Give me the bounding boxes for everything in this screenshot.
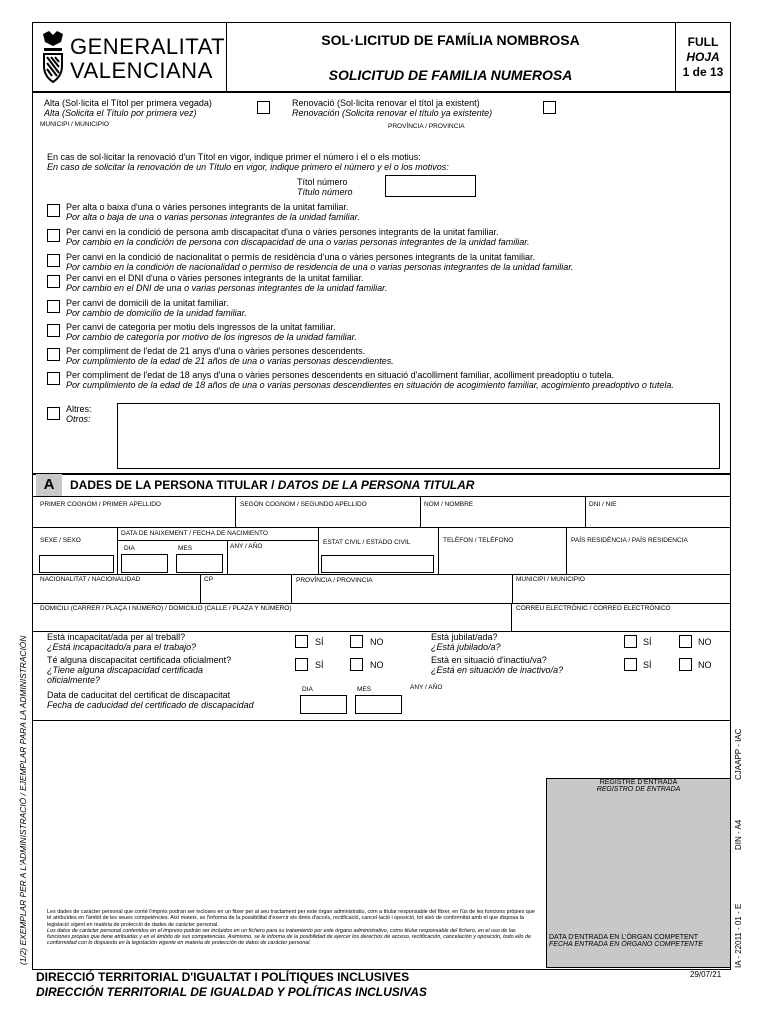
municipi-a-label: MUNICIPI / MUNICIPIO [516,576,585,583]
inactiu-label-es: ¿Está en situación de inactivo/a? [431,665,564,675]
row2-sep1 [117,528,118,574]
altres-label-es: Otros: [66,414,91,424]
caducitat-label-val: Data de caducitat del certificat de discapacitat [47,690,231,700]
reason-label [66,322,721,342]
reason-label-val: Per canvi en la condició de nacionalitat o permís de residència d'una o vàries persones integrants de la unitat familiar. [66,252,535,262]
reason-label-es: Por cumplimiento de la edad de 21 años de una o varias personas descendientes. [66,356,394,366]
reason-label-val: Per compliment de l'edat de 18 anys d'una o vàries persones descendents en situació d'acolliment familiar, acolliment preadoptiu o tutela. [66,370,614,380]
row3-sep3 [512,575,513,603]
registre-title-es: REGISTRO DE ENTRADA [596,786,681,793]
reason-label [66,227,721,247]
altres-checkbox[interactable] [47,407,60,420]
questions-bottom [32,720,731,721]
titol-numero-input[interactable] [385,175,476,197]
jubilat-si-label: SÍ [643,637,652,647]
municipi-label: MUNICIPI / MUNICIPIO [40,121,109,128]
renovacio-checkbox[interactable] [543,101,556,114]
reason-label [66,298,721,318]
reason-label-val: Per canvi de domicili de la unitat familiar. [66,298,229,308]
row2-bottom [32,574,731,575]
reason-label-es: Por alta o baja de una o varias personas integrantes de la unidad familiar. [66,212,360,222]
jubilat-no-checkbox[interactable] [679,635,692,648]
registre-data-label-es: FECHA ENTRADA EN ÓRGANO COMPETENTE [549,941,703,948]
reason-checkbox[interactable] [47,324,60,337]
incapacitat-si-label: SÍ [315,637,324,647]
reason-label-val: Per compliment de l'edat de 21 anys d'una o vàries persones descendents. [66,346,366,356]
reason-label-es: Por cambio en el DNI de una o varias personas integrantes de la unidad familiar. [66,283,388,293]
titol-numero-label-val: Títol número [297,177,348,187]
reason-label [66,370,721,390]
renovacio-label-val: Renovació (Sol·licita renovar el títol ja existent) [292,98,480,108]
naixement-label: DATA DE NAIXEMENT / FECHA DE NACIMIENTO [121,530,268,537]
row3-sep1 [200,575,201,603]
naix-dia-input[interactable] [121,554,168,573]
alta-label-val: Alta (Sol·licita el Títol per primera vegada) [44,98,212,108]
row2-sep3 [318,528,319,574]
altres-label [66,404,92,424]
side-left-text: (1/2) EXEMPLAR PER A L'ADMINISTRACIÓ / EJEMPLAR PARA LA ADMINISTRACIÓN [18,635,28,965]
discapacitat-no-label: NO [370,660,384,670]
section-a-title-es: DATOS DE LA PERSONA TITULAR [277,478,475,492]
titol-numero-label-es: Título número [297,187,353,197]
reason-label-val: Per canvi en el DNI d'una o vàries persones integrants de la unitat familiar. [66,273,364,283]
estat-civil-input[interactable] [321,555,434,573]
altres-textarea[interactable] [117,403,720,469]
inactiu-si-label: SÍ [643,660,652,670]
discapacitat-si-checkbox[interactable] [295,658,308,671]
side-right-top: CJAAPP - IAC [734,728,743,780]
jubilat-label-es: ¿Está jubilado/a? [431,642,501,652]
cad-dia-input[interactable] [300,695,347,714]
section-a-top-rule [32,473,731,475]
row2-sep5 [566,528,567,574]
renewal-intro-val: En cas de sol·licitar la renovació d'un Títol en vigor, indique primer el número i el o els motius: [47,152,421,162]
naix-mes-input[interactable] [176,554,223,573]
titol-numero-label [297,177,353,197]
footer-dept-val: DIRECCIÓ TERRITORIAL D'IGUALTAT I POLÍTIQUES INCLUSIVES [36,970,410,984]
registre-data-label-val: DATA D'ENTRADA EN L'ÒRGAN COMPETENT [549,934,699,941]
caducitat-label-es: Fecha de caducidad del certificado de discapacidad [47,700,254,710]
title-valencian: SOL·LICITUD DE FAMÍLIA NOMBROSA [321,32,580,48]
discapacitat-label [47,655,231,685]
row4-sep1 [511,604,512,631]
row1-sep3 [585,497,586,527]
page-full-label: FULL [687,35,719,49]
reason-label-es: Por cambio en la condición de nacionalidad o permiso de residencia de una o varias personas integrantes de la unidad familiar. [66,262,574,272]
alta-checkbox[interactable] [257,101,270,114]
cad-mes-input[interactable] [355,695,402,714]
jubilat-label [431,632,501,652]
section-a-title [70,478,474,492]
sexe-label: SEXE / SEXO [40,537,81,544]
provincia-label: PROVÍNCIA / PROVINCIA [388,123,465,130]
side-right-bot: IA - 22011 - 01 - E [734,903,743,968]
naix-sub-rule [117,540,318,541]
row2-sep4 [438,528,439,574]
estat-civil-label: ESTAT CIVIL / ESTADO CIVIL [323,539,411,546]
reason-label-es: Por cumplimiento de la edad de 18 años de una o varias personas descendientes en situación de acogimiento familiar, acogimiento preadoptivo o tutela. [66,380,674,390]
telefon-label: TELÈFON / TELÉFONO [443,537,514,544]
renovacio-label [292,98,492,118]
discapacitat-label-es1: ¿Tiene alguna discapacidad certificada [47,665,204,675]
reason-checkbox[interactable] [47,229,60,242]
discapacitat-no-checkbox[interactable] [350,658,363,671]
reason-label-es: Por cambio de categoría por motivo de los ingresos de la unidad familiar. [66,332,357,342]
discapacitat-label-val: Té alguna discapacitat certificada oficialment? [47,655,232,665]
renewal-intro [47,152,449,172]
section-a-letter: A [36,474,62,496]
row1-sep2 [420,497,421,527]
domicili-label: DOMICILI (CARRER / PLAÇA I NÚMERO) / DOMICILIO (CALLE / PLAZA Y NÚMERO) [40,605,292,612]
reason-checkbox[interactable] [47,275,60,288]
registre-title [546,779,731,793]
caducitat-label [47,690,254,710]
privacy-notice [47,909,540,947]
row3-bottom [32,603,731,604]
cad-mes-label: MES [357,686,372,693]
alta-label [44,98,212,118]
registre-data-label [549,934,703,948]
page-hoja-label: HOJA [686,50,720,64]
title-spanish: SOLICITUD DE FAMILIA NUMEROSA [328,67,573,83]
reason-label-es: Por cambio en la condición de persona con discapacidad de una o varias personas integrantes de la unidad familiar. [66,237,530,247]
reason-checkbox[interactable] [47,204,60,217]
renewal-intro-es: En caso de solicitar la renovación de un Título en vigor, indique primero el número y el o los motivos: [47,162,449,172]
reason-label [66,202,721,222]
nacionalitat-label: NACIONALITAT / NACIONALIDAD [40,576,141,583]
inactiu-label-val: Està en situació d'inactiu/va? [431,655,547,665]
sexe-input[interactable] [39,555,114,573]
incapacitat-label-val: Està incapacitat/ada per al treball? [47,632,186,642]
jubilat-si-checkbox[interactable] [624,635,637,648]
segon-cognom-label: SEGON COGNOM / SEGUNDO APELLIDO [240,501,367,508]
logo-line2: VALENCIANA [70,58,213,83]
page-number: 1 de 13 [682,65,724,79]
row2-sep2 [227,540,228,574]
naix-dia-label: DIA [124,545,135,552]
alta-label-es: Alta (Solicita el Título por primera vez) [44,108,197,118]
crest-icon [40,30,66,84]
incapacitat-no-label: NO [370,637,384,647]
incapacitat-label [47,632,196,652]
incapacitat-si-checkbox[interactable] [295,635,308,648]
discapacitat-label-es2: oficialmente? [47,675,101,685]
cad-dia-label: DIA [302,686,313,693]
provincia-a-label: PROVÍNCIA / PROVINCIA [296,577,373,584]
generalitat-logo [40,30,226,86]
renovacio-label-es: Renovación (Solicita renovar el título ya existente) [292,108,493,118]
naix-mes-label: MES [178,545,193,552]
primer-cognom-label: PRIMER COGNOM / PRIMER APELLIDO [40,501,161,508]
footer-dept-es: DIRECCIÓN TERRITORIAL DE IGUALDAD Y POLÍTICAS INCLUSIVAS [36,985,427,999]
incapacitat-label-es: ¿Está incapacitado/a para el trabajo? [47,642,197,652]
reason-label-val: Per canvi de categoria per motiu dels ingressos de la unitat familiar. [66,322,336,332]
inactiu-si-checkbox[interactable] [624,658,637,671]
incapacitat-no-checkbox[interactable] [350,635,363,648]
reason-checkbox[interactable] [47,348,60,361]
registre-title-val: REGISTRE D'ENTRADA [599,779,678,786]
row1-sep1 [235,497,236,527]
inactiu-label [431,655,563,675]
pais-residencia-label: PAÍS RESIDÈNCIA / PAÍS RESIDENCIA [571,537,688,544]
discapacitat-si-label: SÍ [315,660,324,670]
reason-label-val: Per alta o baixa d'una o vàries persones integrants de la unitat familiar. [66,202,349,212]
jubilat-no-label: NO [698,637,712,647]
section-a-title-val: DADES DE LA PERSONA TITULAR / [70,478,275,492]
reason-label-val: Per canvi en la condició de persona amb discapacitat d'una o vàries persones integrants de la unitat familiar. [66,227,499,237]
footer-date: 29/07/21 [690,970,722,979]
reason-label-es: Por cambio de domicilio de la unidad familiar. [66,308,247,318]
dni-label: DNI / NIE [589,501,617,508]
jubilat-label-val: Està jubilat/ada? [431,632,498,642]
privacy-notice-es: Los datos de carácter personal contenidos en el impreso podrán ser incluidos en un fichero para su tratamiento por este órgano administrativo, como titular responsable del fichero, en el uso de las funciones propias que tiene atribuidas y en el ámbito de sus competencias. Asimismo, se le informa de la posibilidad de ejercer los derechos de acceso, rectificación, cancelación y oposición, todo ello de conformidad con lo dispuesto en la legislación vigente en materia de protección de datos de carácter personal. [47,927,532,947]
altres-label-val: Altres: [66,404,92,414]
side-right-mid: DIN - A4 [734,819,743,850]
row1-bottom [32,527,731,528]
correu-label: CORREU ELECTRÒNIC / CORREO ELECTRÓNICO [516,605,671,612]
section-a-bottom-rule [32,496,731,497]
privacy-notice-val: Les dades de caràcter personal que conté l'imprés podran ser incloses en un fitxer per al seu tractament per este òrgan administratiu, com a titular responsable del fitxer, en l'ús de les funcions pròpies que té atribuïdes en l'àmbit de les seues competències. Així mateix, se l'informa de la possibilitat d'exercir els drets d'accés, rectificació, cancel·lació i oposició, tot això de conformitat amb el que disposa la legislació vigent en matèria de protecció de dades de caràcter personal. [47,909,535,928]
nom-label: NOM / NOMBRE [424,501,474,508]
reason-label [66,346,721,366]
naix-any-label: ANY / AÑO [230,543,263,550]
reason-checkbox[interactable] [47,372,60,385]
inactiu-no-label: NO [698,660,712,670]
logo-line1: GENERALITAT [70,34,226,59]
row3-sep2 [291,575,292,603]
cp-label: CP [204,576,214,583]
reason-label [66,252,721,272]
reason-checkbox[interactable] [47,300,60,313]
reason-checkbox[interactable] [47,254,60,267]
inactiu-no-checkbox[interactable] [679,658,692,671]
cad-any-label: ANY / AÑO [410,684,443,691]
reason-label [66,273,721,293]
